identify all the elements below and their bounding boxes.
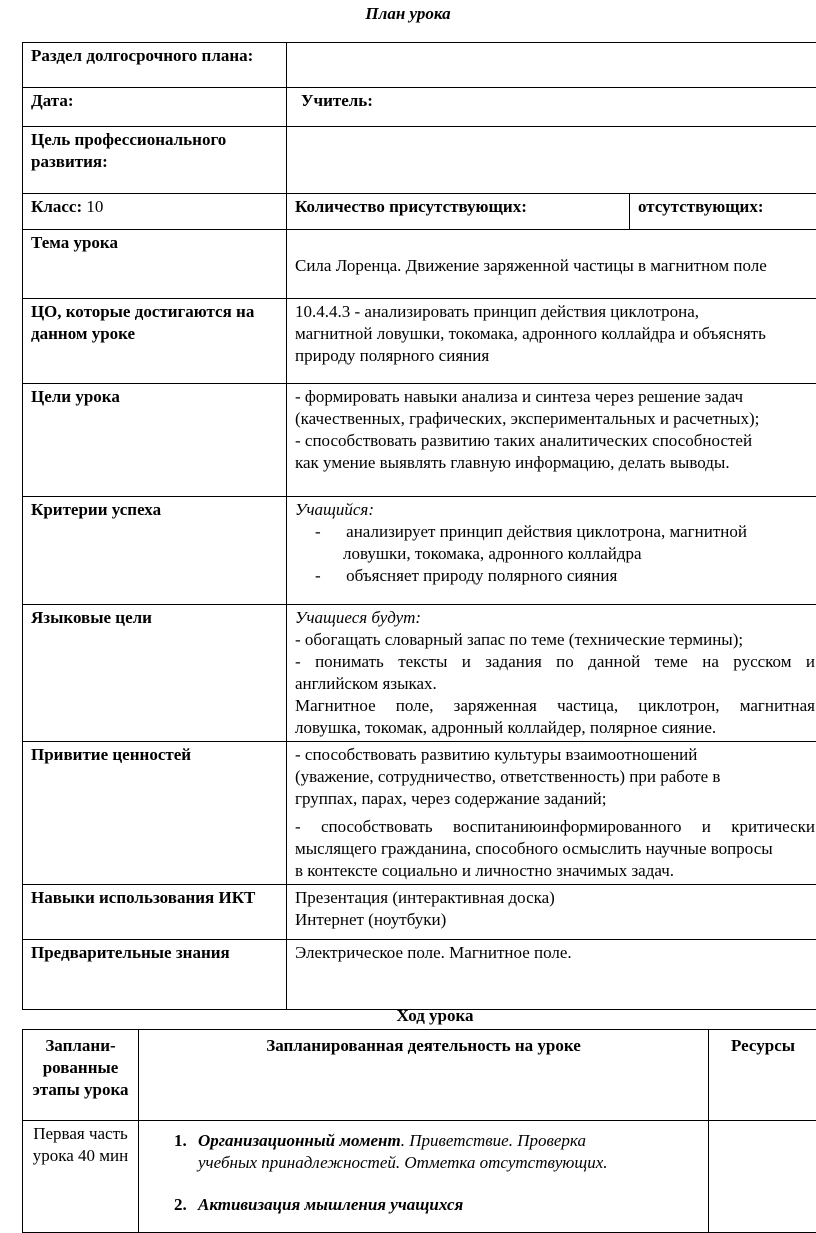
section-value	[287, 43, 816, 88]
ict-line: Презентация (интерактивная доска)	[295, 887, 815, 909]
row-aims	[23, 384, 816, 497]
row-section	[23, 43, 816, 88]
values-line: (уважение, сотрудничество, ответственность) при работе в	[295, 766, 815, 788]
prior-value: Электрическое поле. Магнитное поле.	[287, 940, 816, 1010]
ict-label: Навыки использования ИКТ	[23, 885, 287, 940]
row-criteria	[23, 497, 816, 605]
criteria-label: Критерии успеха	[23, 497, 287, 605]
flow-title: Ход урока	[0, 1005, 816, 1027]
aims-line: - способствовать развитию таких аналитических способностей	[295, 430, 815, 452]
criteria-item: - анализирует принцип действия циклотрона, магнитной	[295, 521, 815, 543]
row-goal	[23, 127, 816, 194]
class-cell	[23, 194, 287, 230]
col-activity-header: Запланированная деятельность на уроке	[139, 1030, 709, 1121]
section-label: Раздел долгосрочного плана:	[23, 43, 287, 88]
lo-line: 10.4.4.3 - анализировать принцип действия циклотрона,	[295, 301, 815, 323]
flow-row	[23, 1121, 816, 1233]
row-ict	[23, 885, 816, 940]
col-stages-header: Заплани-рованные этапы урока	[23, 1030, 139, 1121]
stage-cell: Первая часть урока 40 мин	[23, 1121, 139, 1233]
goal-label: Цель профессионального развития:	[23, 127, 287, 194]
row-date	[23, 88, 816, 127]
values-line: группах, парах, через содержание заданий;	[295, 788, 815, 810]
step-text-cont: учебных принадлежностей. Отметка отсутствующих.	[198, 1153, 608, 1172]
step-list	[140, 1122, 707, 1216]
step-number: 2.	[174, 1194, 187, 1216]
prior-label: Предварительные знания	[23, 940, 287, 1010]
step-text: . Приветствие. Проверка	[401, 1131, 586, 1150]
lo-value	[287, 299, 816, 384]
criteria-intro: Учащийся:	[295, 499, 815, 521]
lesson-flow-table	[22, 1029, 816, 1233]
present-label: Количество присутствующих:	[287, 194, 630, 230]
resources-cell	[709, 1121, 816, 1233]
row-language	[23, 605, 816, 742]
lesson-plan-table	[22, 42, 816, 1010]
lang-line: - обогащать словарный запас по теме (технические термины);	[295, 629, 815, 651]
row-topic	[23, 230, 816, 299]
aims-line: - формировать навыки анализа и синтеза через решение задач	[295, 386, 815, 408]
row-class	[23, 194, 816, 230]
topic-value: Сила Лоренца. Движение заряженной частицы в магнитном поле	[287, 230, 816, 299]
values-line: - способствовать воспитаниюинформированного и критически	[295, 816, 815, 838]
step-title: Активизация мышления учащихся	[198, 1195, 463, 1214]
lo-line: природу полярного сияния	[295, 345, 815, 367]
lang-value	[287, 605, 816, 742]
col-resources-header: Ресурсы	[709, 1030, 816, 1121]
lang-line: - понимать тексты и задания по данной теме на русском и	[295, 651, 815, 673]
aims-label: Цели урока	[23, 384, 287, 497]
teacher-label: Учитель:	[287, 88, 816, 127]
ict-line: Интернет (ноутбуки)	[295, 909, 815, 931]
step-item	[140, 1194, 707, 1216]
values-label: Привитие ценностей	[23, 742, 287, 885]
activity-cell	[139, 1121, 709, 1233]
lo-line: магнитной ловушки, токомака, адронного коллайдра и объяснять	[295, 323, 815, 345]
aims-line: как умение выявлять главную информацию, делать выводы.	[295, 452, 815, 474]
absent-label: отсутствующих:	[630, 194, 816, 230]
values-value	[287, 742, 816, 885]
values-line: мыслящего гражданина, способного осмыслить научные вопросы	[295, 838, 815, 860]
lang-label: Языковые цели	[23, 605, 287, 742]
step-item	[140, 1130, 707, 1174]
row-learning-objectives	[23, 299, 816, 384]
row-prior-knowledge	[23, 940, 816, 1010]
topic-label: Тема урока	[23, 230, 287, 299]
step-title: Организационный момент	[198, 1131, 401, 1150]
values-line: - способствовать развитию культуры взаимоотношений	[295, 744, 815, 766]
aims-line: (качественных, графических, экспериментальных и расчетных);	[295, 408, 815, 430]
lo-label: ЦО, которые достигаются на данном уроке	[23, 299, 287, 384]
class-value: 10	[86, 197, 103, 216]
criteria-value	[287, 497, 816, 605]
lang-line: английском языках.	[295, 673, 815, 695]
goal-value	[287, 127, 816, 194]
lang-line: ловушка, токомак, адронный коллайдер, полярное сияние.	[295, 717, 815, 739]
values-line: в контексте социально и личностно значимых задач.	[295, 860, 815, 882]
lang-line: Магнитное поле, заряженная частица, циклотрон, магнитная	[295, 695, 815, 717]
class-label: Класс:	[31, 197, 82, 216]
criteria-item: ловушки, токомака, адронного коллайдра	[295, 543, 815, 565]
flow-header-row	[23, 1030, 816, 1121]
date-label: Дата:	[23, 88, 287, 127]
lang-intro: Учащиеся будут:	[295, 607, 815, 629]
page-title: План урока	[0, 3, 816, 25]
aims-value	[287, 384, 816, 497]
step-number: 1.	[174, 1130, 187, 1152]
criteria-item: - объясняет природу полярного сияния	[295, 565, 815, 587]
ict-value	[287, 885, 816, 940]
row-values	[23, 742, 816, 885]
